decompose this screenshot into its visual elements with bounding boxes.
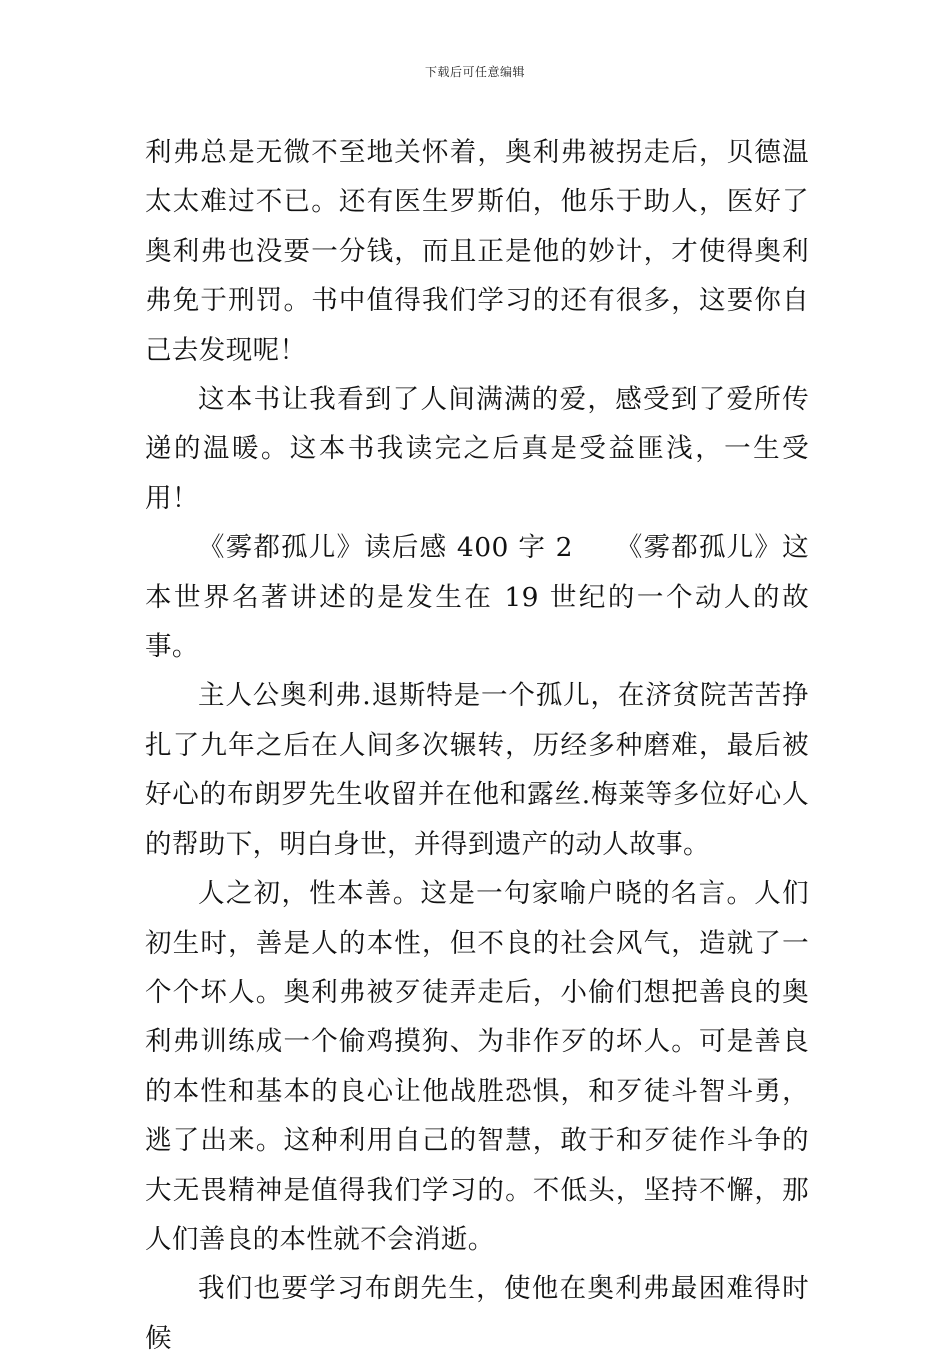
- paragraph: 主人公奥利弗.退斯特是一个孤儿，在济贫院苦苦挣扎了九年之后在人间多次辗转，历经多种磨难，最后被好心的布朗罗先生收留并在他和露丝.梅莱等多位好心人的帮助下，明白身世，并得到遗产的动人故事。: [145, 680, 809, 860]
- paragraph: 人之初，性本善。这是一句家喻户晓的名言。人们初生时，善是人的本性，但不良的社会风气，造就了一个个坏人。奥利弗被歹徒弄走后，小偷们想把善良的奥利弗训练成一个偷鸡摸狗、为非作歹的坏人。可是善良的本性和基本的良心让他战胜恐惧，和歹徒斗智斗勇，逃了出来。这种利用自己的智慧，敢于和歹徒作斗争的大无畏精神是值得我们学习的。不低头，坚持不懈，那人们善良的本性就不会消逝。: [145, 878, 809, 1255]
- paragraph-title-intro: 《雾都孤儿》读后感 400 字 2 《雾都孤儿》这本世界名著讲述的是发生在 19 世纪的一个动人的故事。: [145, 532, 809, 663]
- paragraph: 我们也要学习布朗先生，使他在奥利弗最困难得时候: [145, 1273, 809, 1354]
- paragraph-continuation: 利弗总是无微不至地关怀着，奥利弗被拐走后，贝德温太太难过不已。还有医生罗斯伯，他乐于助人，医好了奥利弗也没要一分钱，而且正是他的妙计，才使得奥利弗免于刑罚。书中值得我们学习的还有很多，这要你自己去发现呢！: [145, 137, 809, 366]
- document-body: [145, 128, 809, 1363]
- paragraph: 这本书让我看到了人间满满的爱，感受到了爱所传递的温暖。这本书我读完之后真是受益匪浅，一生受用！: [145, 384, 809, 514]
- page-header: 下载后可任意编辑: [424, 65, 525, 79]
